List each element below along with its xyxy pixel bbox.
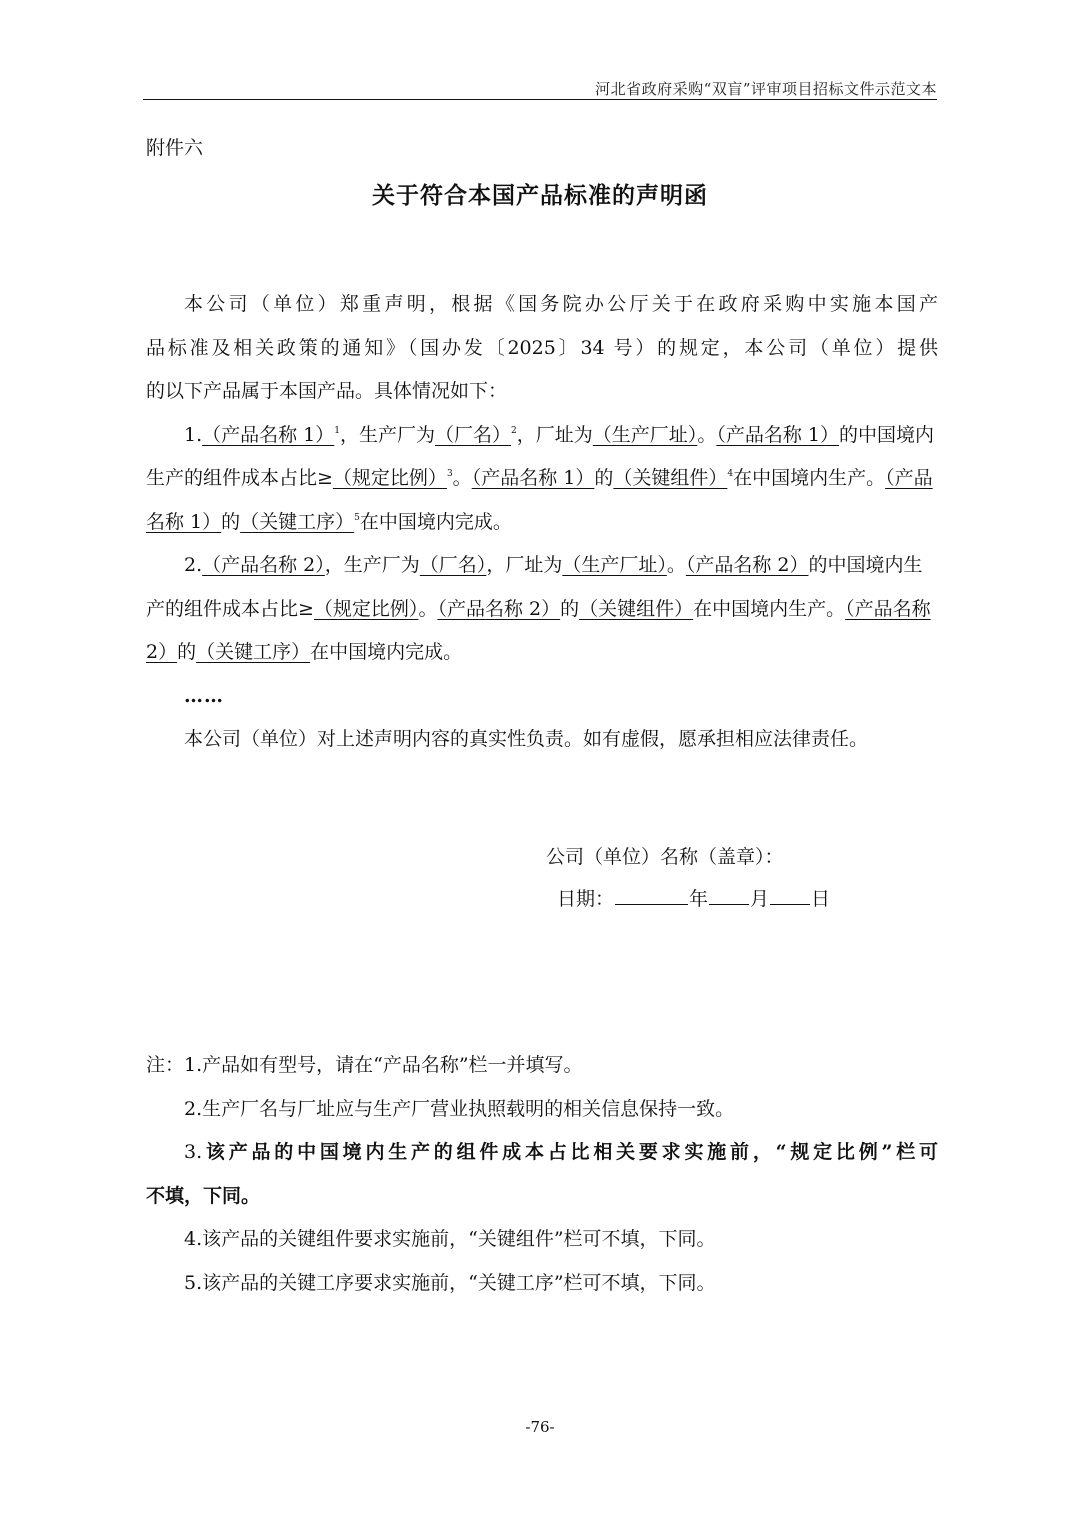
item-2-product-field: （产品名称 2） — [437, 597, 561, 620]
day-label: 日 — [811, 888, 831, 910]
note-3-number: 3. — [184, 1141, 203, 1163]
item-1-paragraph: 1.（产品名称 1）$^1$，生产厂为（厂名）$^2$，厂址为（生产厂址）。（产品名称 1）的中国境内生产的组件成本占比≥（规定比例）$^3$。（产品名称 1）的（关键组件）$^4$在中国境内生产。（产品名称 1）的（关键工序）$^5$在中国境内完成。 — [146, 423, 934, 533]
signature-block — [546, 836, 830, 920]
month-label: 月 — [750, 888, 770, 910]
intro-line-1: 本公司（单位）郑重声明，根据《国务院办公厅关于在政府采购中实施本国产 — [184, 293, 938, 315]
item-1-product-field: （产品名称 1） — [202, 423, 335, 446]
item-2-number: 2. — [184, 554, 203, 576]
attachment-label: 附件六 — [146, 137, 204, 159]
day-blank — [770, 888, 810, 905]
note-3-line-1 — [146, 1131, 938, 1175]
note-3-line-2: 不填，下同。 — [146, 1184, 261, 1207]
company-name-label: 公司（单位）名称（盖章）： — [546, 846, 784, 868]
note-3-text: 该产品的中国境内生产的组件成本占比相关要求实施前，“规定比例”栏可 — [202, 1141, 938, 1163]
item-1-product-field: （产品名称 1） — [471, 467, 595, 489]
item-2-product-field: （产品名称 2） — [146, 597, 931, 663]
item-1-factory-field: （厂名） — [435, 423, 512, 446]
month-blank — [709, 888, 749, 905]
item-2-ratio-field: （规定比例） — [313, 597, 419, 620]
running-header: 河北省政府采购“双盲”评审项目招标文件示范文本 — [595, 80, 937, 98]
document-title: 关于符合本国产品标准的声明函 — [372, 182, 708, 209]
notes-section — [146, 1044, 938, 1305]
item-1-component-field: （关键组件） — [613, 467, 728, 489]
footnote-marker-2: 2 — [511, 425, 517, 436]
footnote-marker-3: 3 — [446, 469, 453, 479]
item-2-component-field: （关键组件） — [579, 597, 694, 620]
intro-line-3: 的以下产品属于本国产品。具体情况如下： — [146, 380, 508, 402]
item-2-product-field: （产品名称 2） — [202, 554, 325, 576]
year-blank — [615, 888, 688, 905]
page-number: -76- — [525, 1418, 555, 1436]
note-5: 5.该产品的关键工序要求实施前，“关键工序”栏可不填，下同。 — [184, 1271, 716, 1294]
item-1-process-field: （关键工序） — [240, 510, 355, 533]
ellipsis: …… — [184, 684, 224, 707]
item-2-process-field: （关键工序） — [196, 641, 311, 663]
footnote-marker-4: 4 — [727, 469, 734, 479]
item-2-product-field: （产品名称 2） — [685, 554, 809, 576]
item-1-ratio-field: （规定比例） — [332, 467, 447, 489]
note-4: 4.该产品的关键组件要求实施前，“关键组件”栏可不填，下同。 — [184, 1228, 716, 1250]
note-1: 注：1.产品如有型号，请在“产品名称”栏一并填写。 — [146, 1054, 583, 1076]
date-line — [546, 878, 830, 920]
item-2-paragraph: 2.（产品名称 2），生产厂为（厂名），厂址为（生产厂址）。（产品名称 2）的中国境内生产的组件成本占比≥（规定比例）。（产品名称 2）的（关键组件）在中国境内生产。（产品名称 2）的（关键工序）在中国境内完成。 — [146, 554, 931, 663]
intro-line-2: 品标准及相关政策的通知》（国办发〔2025〕34 号）的规定，本公司（单位）提供 — [146, 336, 938, 359]
note-2: 2.生产厂名与厂址应与生产厂营业执照载明的相关信息保持一致。 — [184, 1097, 735, 1120]
item-1-number: 1. — [184, 423, 203, 446]
responsibility-statement: 本公司（单位）对上述声明内容的真实性负责。如有虚假，愿承担相应法律责任。 — [184, 728, 869, 750]
item-1-product-field: （产品名称 1） — [716, 423, 839, 446]
item-2-address-field: （生产厂址） — [562, 554, 667, 576]
header-divider — [143, 99, 937, 100]
footnote-marker-1: 1 — [334, 425, 341, 436]
declaration-body — [146, 283, 938, 762]
date-label: 日期： — [557, 888, 615, 910]
footnote-marker-5: 5 — [354, 512, 360, 523]
item-2-factory-field: （厂名） — [419, 554, 487, 576]
item-1-address-field: （生产厂址） — [592, 423, 698, 446]
year-label: 年 — [689, 888, 709, 910]
item-1-product-field: （产品名称 1） — [146, 467, 933, 533]
